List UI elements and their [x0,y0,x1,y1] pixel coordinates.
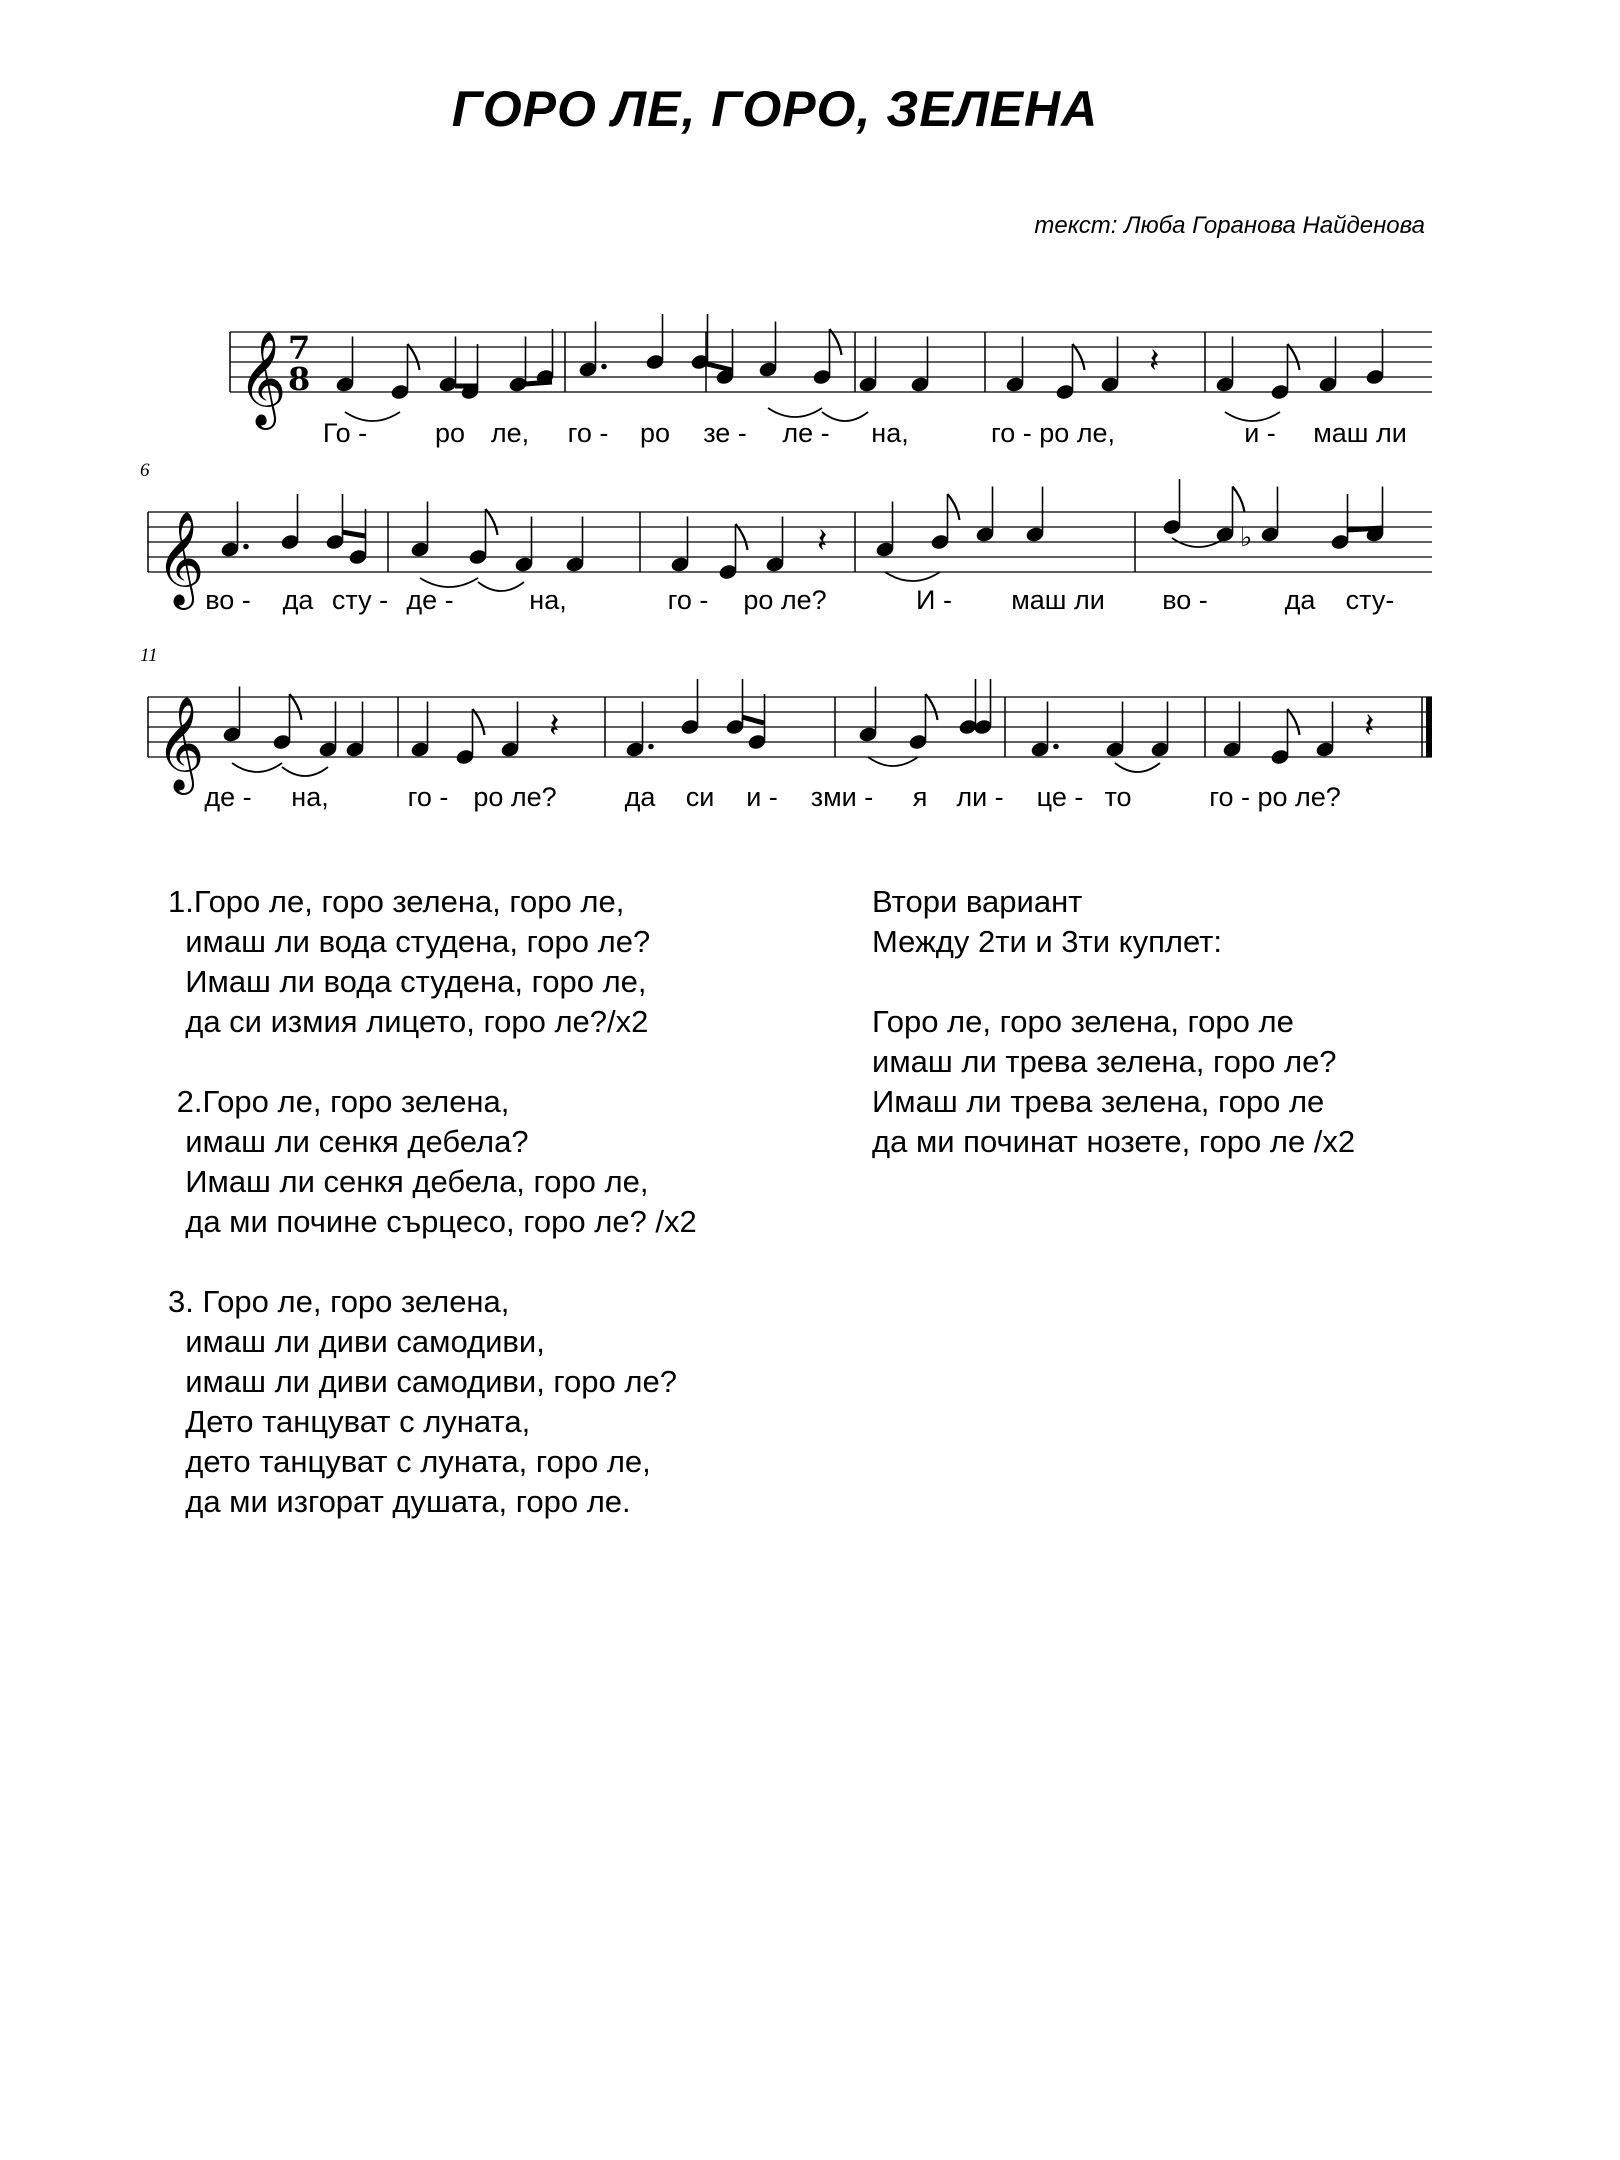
lyric-syllable: ро ле? [743,585,827,615]
note-flag [948,494,960,520]
lyric-syllable: на, [529,585,567,615]
lyric-syllable: ро ле? [473,782,557,812]
lyric-syllable: И - [916,585,952,615]
verse-line: да си измия лицето, горо ле?/х2 [168,1004,649,1039]
lyric-syllable: ро [434,418,466,448]
variant-line: Горо ле, горо зелена, горо ле [872,1004,1294,1039]
verse-line: Имаш ли вода студена, горо ле, [168,964,647,999]
treble-clef-icon: 𝄞 [156,696,205,791]
slur [478,582,524,591]
lyric-syllable: да [624,782,656,812]
verses [168,882,697,1562]
lyric-syllable: да [282,585,314,615]
dot [648,744,654,750]
verse-line: имаш ли диви самодиви, [168,1324,545,1359]
note-flag [1233,487,1245,513]
treble-clef-icon: 𝄞 [238,331,287,426]
lyric-syllable: го - ро ле? [1209,782,1341,812]
slur [885,572,940,581]
slur [868,757,918,766]
lyric-syllable: то [1104,782,1132,812]
dot [243,544,249,550]
verse-1 [168,882,697,1042]
verse-line: да ми изгорат душата, горо ле. [168,1484,631,1519]
lyric-syllable: сту- [1345,585,1395,615]
beam [742,717,764,723]
rest-icon: 𝄽 [817,521,828,561]
note-flag [473,709,485,735]
beam [525,382,552,384]
variant-subheading: Между 2ти и 3ти куплет: [872,924,1222,959]
lyric-syllable: во - [1162,585,1208,615]
verse-line: 3. Горо ле, горо зелена, [168,1284,510,1319]
flat-icon: ♭ [1240,523,1253,553]
slur [768,408,822,417]
verse-3 [168,1282,697,1522]
lyric-syllable: го - [667,585,709,615]
variant-line: имаш ли трева зелена, горо ле? [872,1044,1337,1079]
verse-line: имаш ли сенкя дебела? [168,1124,529,1159]
measure-number: 6 [140,460,150,481]
lyric-syllable: го - [567,418,609,448]
verse-2 [168,1082,697,1242]
note-flag [830,329,842,355]
verse-line: Имаш ли сенкя дебела, горо ле, [168,1164,649,1199]
lyric-syllable: си [685,782,715,812]
dot [1053,744,1059,750]
note-flag [1288,709,1300,735]
note-flag [1288,344,1300,370]
note-flag [486,509,498,535]
slur [232,763,282,772]
variant-line: да ми починат нозете, горо ле /х2 [872,1124,1356,1159]
beam [342,532,365,536]
beam [1347,528,1382,530]
rest-icon: 𝄽 [549,706,560,746]
lyricist-credit: текст: Люба Горанова Найденова [1034,212,1425,239]
lyric-syllable: зми - [810,782,874,812]
second-variant [872,882,1355,1162]
time-signature-bottom: 8 [288,360,311,398]
lyric-syllable: и - [1244,418,1276,448]
beam [707,364,732,370]
variant-line: Имаш ли трева зелена, горо ле [872,1084,1325,1119]
note-flag [1073,344,1085,370]
staff-system-1 [0,300,1620,460]
note-flag [736,524,748,550]
treble-clef-icon: 𝄞 [156,511,205,606]
verse-line: да ми почине сърцесо, горо ле? /х2 [168,1204,697,1239]
lyric-syllable: на, [291,782,329,812]
lyric-syllable: го - ро ле, [990,418,1116,448]
rest-icon: 𝄽 [1149,341,1160,381]
verse-line: Дето танцуват с луната, [168,1404,531,1439]
rest-icon: 𝄽 [1364,706,1375,746]
lyric-syllable: ле - [782,418,830,448]
note-flag [290,694,302,720]
measure-number: 11 [140,645,158,666]
staff-system-2 [0,460,1620,630]
lyric-syllable: я [912,782,928,812]
lyric-syllable: де - [406,585,454,615]
variant-spacer [872,962,1355,1002]
lyric-syllable: да [1284,585,1316,615]
lyric-syllable: Го - [322,418,368,448]
lyric-syllable: во - [205,585,251,615]
note-flag [408,344,420,370]
lyric-syllable: маш ли [1011,585,1105,615]
slur [1115,763,1160,772]
variant-heading: Втори вариант [872,884,1083,919]
dot [601,364,607,370]
staff-system-3 [0,645,1620,815]
lyric-syllable: ле, [490,418,530,448]
lyric-syllable: це - [1036,782,1084,812]
time-signature-top: 7 [288,329,311,367]
lyric-syllable: маш ли [1313,418,1407,448]
lyric-syllable: зе - [703,418,747,448]
slur [282,767,328,776]
lyric-syllable: го - [407,782,449,812]
verse-line: имаш ли диви самодиви, горо ле? [168,1364,677,1399]
lyric-syllable: сту - [331,585,389,615]
lyric-syllable: де - [204,782,252,812]
verse-line: 2.Горо ле, горо зелена, [168,1084,510,1119]
verse-line: имаш ли вода студена, горо ле? [168,924,651,959]
lyric-syllable: ро [639,418,671,448]
lyric-syllable: и - [746,782,778,812]
verse-line: 1.Горо ле, горо зелена, горо ле, [168,884,625,919]
lyric-syllable: ли - [956,782,1004,812]
song-title: ГОРО ЛЕ, ГОРО, ЗЕЛЕНА [451,81,1099,137]
verse-line: дето танцуват с луната, горо ле, [168,1444,651,1479]
lyric-syllable: на, [871,418,909,448]
note-flag [926,694,938,720]
